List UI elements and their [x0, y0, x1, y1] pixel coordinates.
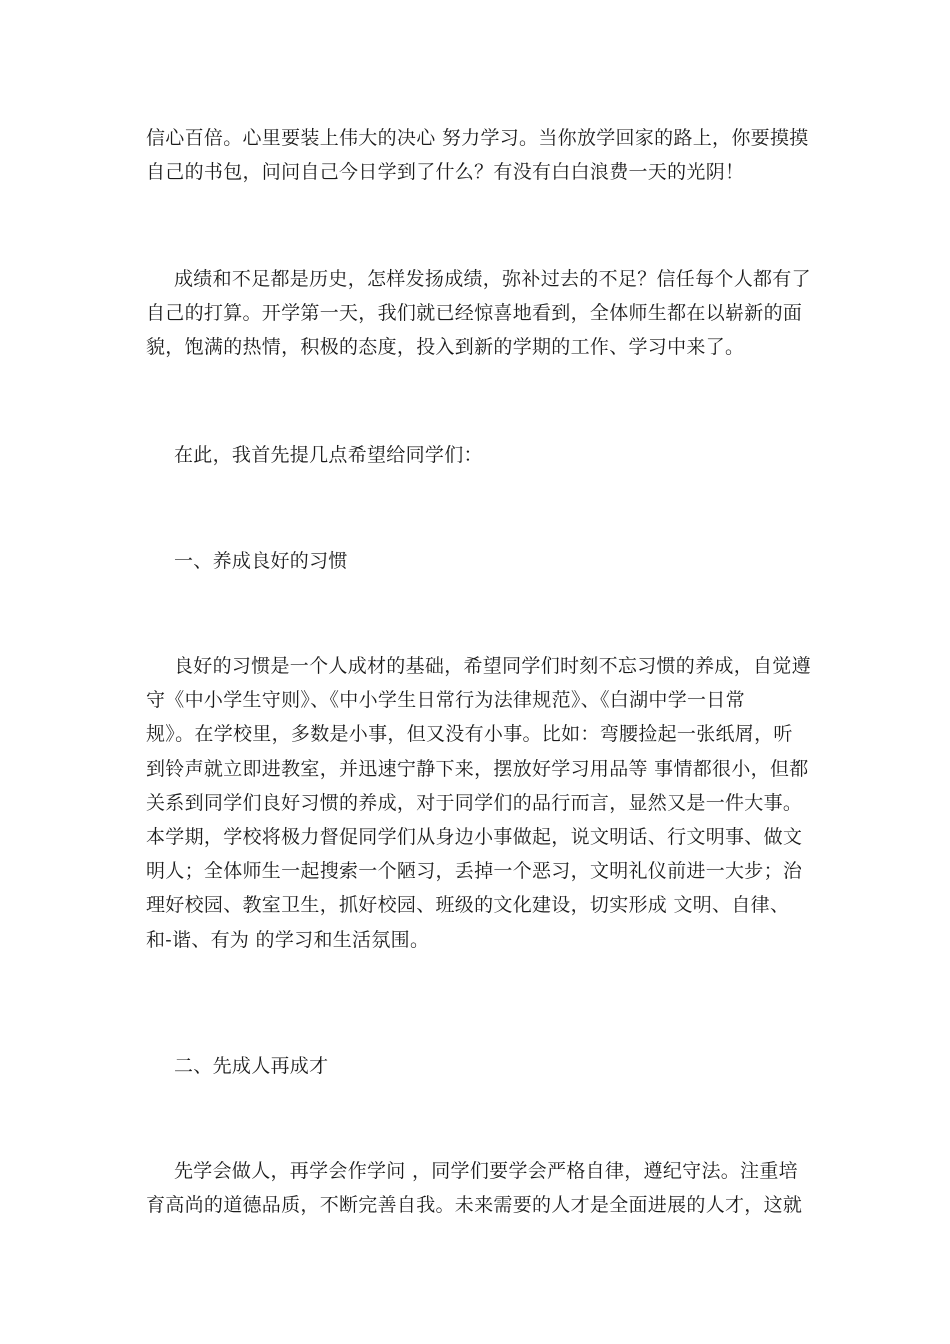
text-line: 到铃声就立即进教室，并迅速宁静下来，摆放好学习用品等 事情都很小，但都 [146, 757, 809, 780]
text-line: 明人；全体师生一起搜索一个陋习，丢掉一个恶习，文明礼仪前进一大步；治 [146, 860, 803, 883]
paragraph-intro-continued [146, 121, 809, 189]
text-line: 自己的书包，问问自己今日学到了什么？有没有白白浪费一天的光阴！ [146, 161, 745, 184]
text-line: 育高尚的道德品质，不断完善自我。未来需要的人才是全面进展的人才，这就 [146, 1194, 803, 1217]
text-line: 守《中小学生守则》、《中小学生日常行为法律规范》、《白湖中学一日常 [146, 689, 745, 712]
text-line: 和-谐、有为 的学习和生活氛围。 [146, 928, 430, 951]
text-line: 理好校园、教室卫生，抓好校园、班级的文化建设，切实形成 文明、自律、 [146, 894, 790, 917]
section-heading-character-first [146, 1049, 806, 1083]
text-line: 规》。在学校里，多数是小事，但又没有小事。比如：弯腰捡起一张纸屑，听 [146, 723, 793, 746]
section-heading-good-habits [146, 544, 806, 578]
text-line: 貌，饱满的热情，积极的态度，投入到新的学期的工作、学习中来了。 [146, 336, 745, 359]
text-line: 在此，我首先提几点希望给同学们： [174, 444, 483, 466]
text-line: 自己的打算。开学第一天，我们就已经惊喜地看到，全体师生都在以崭新的面 [146, 302, 803, 325]
text-line: 一、养成良好的习惯 [174, 550, 348, 572]
text-line: 二、先成人再成才 [174, 1055, 329, 1077]
paragraph-character-first [146, 1154, 806, 1222]
text-line: 成绩和不足都是历史，怎样发扬成绩，弥补过去的不足？信任每个人都有了 [174, 268, 811, 290]
text-line: 本学期，学校将极力督促同学们从身边小事做起，说文明话、行文明事、做文 [146, 826, 803, 849]
paragraph-good-habits [146, 649, 811, 957]
text-line: 关系到同学们良好习惯的养成，对于同学们的品行而言，显然又是一件大事。 [146, 791, 803, 814]
text-line: 良好的习惯是一个人成材的基础，希望同学们时刻不忘习惯的养成，自觉遵 [174, 655, 811, 677]
text-line: 信心百倍。心里要装上伟大的决心 努力学习。当你放学回家的路上，你要摸摸 [146, 127, 809, 149]
text-line: 先学会做人，再学会作学问 ，同学们要学会严格自律，遵纪守法。注重培 [174, 1160, 798, 1182]
paragraph-hopes-intro [146, 438, 806, 472]
paragraph-achievements [146, 262, 811, 365]
